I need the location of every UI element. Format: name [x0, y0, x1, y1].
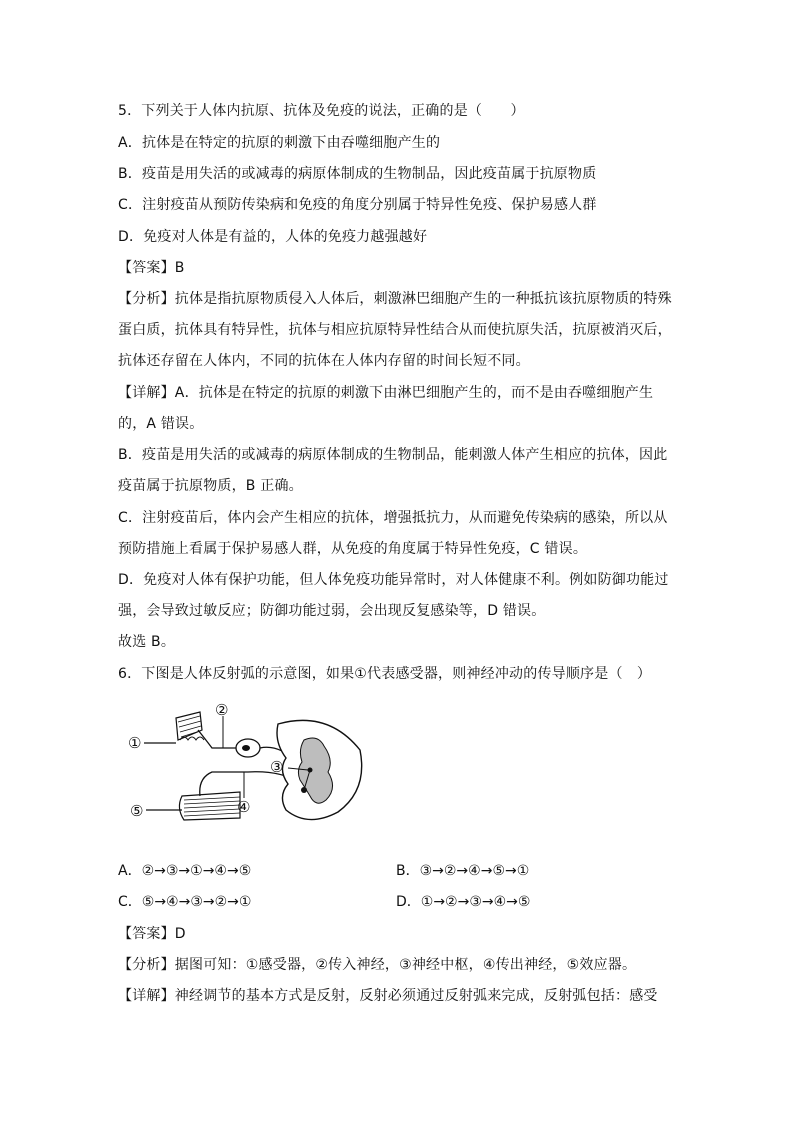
q6-stem: 6．下图是人体反射弧的示意图，如果①代表感受器，则神经冲动的传导顺序是（ ）	[118, 666, 652, 682]
label-5: ⑤	[130, 802, 144, 820]
q5-option-a: A．抗体是在特定的抗原的刺激下由吞噬细胞产生的	[118, 135, 441, 151]
q6-option-b: B．③→②→④→⑤→①	[396, 863, 530, 879]
q6-option-a: A．②→③→①→④→⑤	[118, 863, 252, 879]
q5-analysis-line: 【分析】抗体是指抗原物质侵入人体后，刺激淋巴细胞产生的一种抵抗该抗原物质的特殊	[118, 291, 672, 307]
q5-option-c: C．注射疫苗从预防传染病和免疫的角度分别属于特异性免疫、保护易感人群	[118, 197, 597, 213]
q5-detail-line: B．疫苗是用失活的或减毒的病原体制成的生物制品，能刺激人体产生相应的抗体，因此	[118, 447, 668, 463]
q5-detail-line: 疫苗属于抗原物质，B 正确。	[118, 478, 303, 494]
q6-answer: 【答案】D	[118, 926, 186, 942]
q5-detail-line: D．免疫对人体有保护功能，但人体免疫功能异常时，对人体健康不利。例如防御功能过	[118, 572, 669, 588]
reflex-arc-diagram	[128, 700, 368, 830]
q5-detail-line: 的，A 错误。	[118, 416, 204, 432]
q6-option-d: D．①→②→③→④→⑤	[396, 894, 531, 910]
label-2: ②	[215, 701, 229, 719]
effector-muscle-shape	[179, 792, 240, 820]
q5-detail-line: 强，会导致过敏反应；防御功能过弱，会出现反复感染等，D 错误。	[118, 603, 546, 619]
q5-detail-line: 【详解】A．抗体是在特定的抗原的刺激下由淋巴细胞产生的，而不是由吞噬细胞产生	[118, 385, 654, 401]
q5-answer: 【答案】B	[118, 260, 185, 276]
q5-detail-line: C．注射疫苗后，体内会产生相应的抗体，增强抵抗力，从而避免传染病的感染，所以从	[118, 510, 668, 526]
label-4: ④	[237, 798, 251, 816]
q5-stem: 5．下列关于人体内抗原、抗体及免疫的说法，正确的是（ ）	[118, 103, 525, 119]
q5-analysis-line: 抗体还存留在人体内，不同的抗体在人体内存留的时间长短不同。	[118, 353, 530, 369]
q5-detail-line: 预防措施上看属于保护易感人群，从免疫的角度属于特异性免疫，C 错误。	[118, 541, 588, 557]
q5-option-b: B．疫苗是用失活的或减毒的病原体制成的生物制品，因此疫苗属于抗原物质	[118, 166, 597, 182]
label-1: ①	[128, 734, 142, 752]
q5-analysis-line: 蛋白质，抗体具有特异性，抗体与相应抗原特异性结合从而使抗原失活，抗原被消灭后，	[118, 322, 672, 338]
q5-detail-line: 故选 B。	[118, 634, 176, 650]
receptor-skin-shape	[176, 712, 204, 740]
q6-detail: 【详解】神经调节的基本方式是反射，反射必须通过反射弧来完成，反射弧包括：感受	[118, 988, 658, 1004]
q5-option-d: D．免疫对人体是有益的，人体的免疫力越强越好	[118, 229, 428, 245]
q6-option-c: C．⑤→④→③→②→①	[118, 894, 252, 910]
q6-analysis: 【分析】据图可知：①感受器，②传入神经，③神经中枢，④传出神经，⑤效应器。	[118, 957, 637, 973]
label-3: ③	[270, 758, 284, 776]
